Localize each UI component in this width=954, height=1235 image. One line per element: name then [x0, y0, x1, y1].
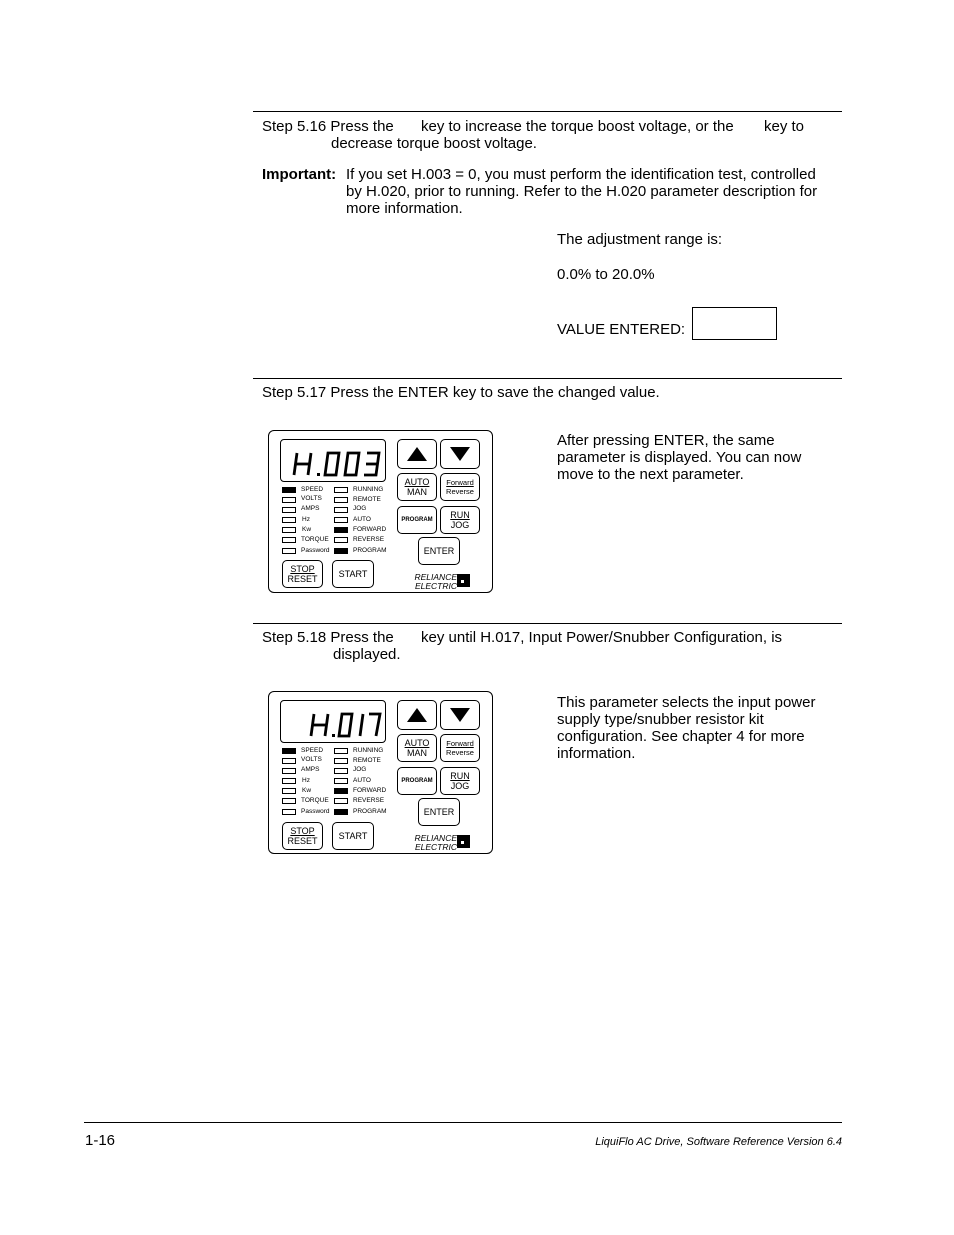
- led-label-hz: Hz: [302, 516, 310, 523]
- step-517-note-3: move to the next parameter.: [557, 466, 744, 483]
- led-amps: [282, 768, 296, 774]
- led-label-forward: FORWARD: [353, 787, 387, 794]
- led-label-speed: SPEED: [301, 747, 324, 754]
- step-518-note-4: information.: [557, 745, 636, 762]
- led-label-hz: Hz: [302, 777, 310, 784]
- important-label: Important:: [262, 166, 337, 183]
- led-display-1: [280, 439, 386, 482]
- program-button[interactable]: PROGRAM: [397, 506, 437, 534]
- auto-man-button[interactable]: AUTO MAN: [397, 734, 437, 762]
- reliance-logo-icon: [457, 574, 470, 587]
- led-remote: [334, 758, 348, 764]
- page-number: 1-16: [85, 1132, 116, 1149]
- down-arrow-icon: [449, 707, 471, 723]
- led-auto: [334, 517, 348, 523]
- down-arrow-button[interactable]: [440, 700, 480, 730]
- up-arrow-button[interactable]: [397, 439, 437, 469]
- up-arrow-icon: [406, 446, 428, 462]
- auto-man-button[interactable]: AUTO MAN: [397, 473, 437, 501]
- led-forward: [334, 788, 348, 794]
- step-518-note-2: supply type/snubber resistor kit: [557, 711, 764, 728]
- step-518-note-1: This parameter selects the input power: [557, 694, 816, 711]
- stop-reset-button[interactable]: STOP RESET: [282, 822, 323, 850]
- section-rule-518: [253, 623, 842, 624]
- led-label-program: PROGRAM: [353, 547, 387, 554]
- step-516-line1-a: Step 5.16 Press the: [262, 118, 394, 135]
- led-speed: [282, 748, 296, 754]
- enter-button[interactable]: ENTER: [418, 798, 460, 826]
- led-label-password: Password: [301, 808, 330, 815]
- start-button[interactable]: START: [332, 822, 374, 850]
- led-label-volts: VOLTS: [301, 495, 322, 502]
- step-517-text: Step 5.17 Press the ENTER key to save the changed value.: [262, 384, 660, 401]
- run-jog-button[interactable]: RUN JOG: [440, 506, 480, 534]
- led-reverse: [334, 537, 348, 543]
- important-line2: by H.020, prior to running. Refer to the H.020 parameter description for: [346, 183, 818, 200]
- led-speed: [282, 487, 296, 493]
- important-line3: more information.: [346, 200, 463, 217]
- value-entered-box[interactable]: [692, 307, 777, 340]
- important-line1: If you set H.003 = 0, you must perform the identification test, controlled: [346, 166, 816, 183]
- step-518-line2: displayed.: [333, 646, 401, 663]
- value-entered-label: VALUE ENTERED:: [557, 321, 686, 338]
- led-label-remote: REMOTE: [353, 496, 381, 503]
- step-516-line1-c: key to: [764, 118, 805, 135]
- step-516-line1-b: key to increase the torque boost voltage, or the: [421, 118, 734, 135]
- led-running: [334, 487, 348, 493]
- start-button[interactable]: START: [332, 560, 374, 588]
- keypad-panel-1: [268, 430, 493, 593]
- reliance-logo-text: RELIANCE ELECTRIC: [414, 833, 457, 852]
- led-amps: [282, 507, 296, 513]
- run-jog-button[interactable]: RUN JOG: [440, 767, 480, 795]
- led-display-2: [280, 700, 386, 743]
- step-517-note-2: parameter is displayed. You can now: [557, 449, 802, 466]
- led-running: [334, 748, 348, 754]
- led-forward: [334, 527, 348, 533]
- led-password: [282, 548, 296, 554]
- led-label-password: Password: [301, 547, 330, 554]
- down-arrow-button[interactable]: [440, 439, 480, 469]
- reliance-logo-text: RELIANCE ELECTRIC: [414, 572, 457, 591]
- step-516-line2: decrease torque boost voltage.: [331, 135, 537, 152]
- adjustment-range-label: The adjustment range is:: [557, 231, 723, 248]
- led-label-forward: FORWARD: [353, 526, 387, 533]
- led-label-kw: Kw: [302, 526, 312, 533]
- led-volts: [282, 758, 296, 764]
- led-label-reverse: REVERSE: [353, 797, 385, 804]
- led-reverse: [334, 798, 348, 804]
- led-label-jog: JOG: [353, 766, 367, 773]
- led-kw: [282, 527, 296, 533]
- reliance-logo-icon: [457, 835, 470, 848]
- up-arrow-icon: [406, 707, 428, 723]
- led-torque: [282, 537, 296, 543]
- document-title: LiquiFlo AC Drive, Software Reference Version 6.4: [595, 1136, 842, 1148]
- led-label-remote: REMOTE: [353, 757, 381, 764]
- section-rule-517: [253, 378, 842, 379]
- keypad-panel-2: [268, 691, 493, 854]
- led-label-auto: AUTO: [353, 777, 371, 784]
- led-label-speed: SPEED: [301, 486, 324, 493]
- forward-reverse-button[interactable]: Forward Reverse: [440, 734, 480, 762]
- led-hz: [282, 778, 296, 784]
- led-jog: [334, 507, 348, 513]
- step-517-note-1: After pressing ENTER, the same: [557, 432, 775, 449]
- led-kw: [282, 788, 296, 794]
- led-label-volts: VOLTS: [301, 756, 322, 763]
- down-arrow-icon: [449, 446, 471, 462]
- led-hz: [282, 517, 296, 523]
- enter-button[interactable]: ENTER: [418, 537, 460, 565]
- forward-reverse-button[interactable]: Forward Reverse: [440, 473, 480, 501]
- led-program: [334, 548, 348, 554]
- led-label-kw: Kw: [302, 787, 312, 794]
- led-label-torque: TORQUE: [301, 536, 329, 543]
- led-torque: [282, 798, 296, 804]
- led-label-amps: AMPS: [301, 766, 320, 773]
- up-arrow-button[interactable]: [397, 700, 437, 730]
- led-jog: [334, 768, 348, 774]
- step-518-line1-a: Step 5.18 Press the: [262, 629, 394, 646]
- display-digits-h017: [281, 701, 387, 744]
- led-label-running: RUNNING: [353, 747, 384, 754]
- led-label-jog: JOG: [353, 505, 367, 512]
- display-digits-h003: [281, 440, 387, 483]
- led-volts: [282, 497, 296, 503]
- led-label-running: RUNNING: [353, 486, 384, 493]
- footer-rule: [84, 1122, 842, 1123]
- led-label-torque: TORQUE: [301, 797, 329, 804]
- led-label-program: PROGRAM: [353, 808, 387, 815]
- led-label-reverse: REVERSE: [353, 536, 385, 543]
- led-label-amps: AMPS: [301, 505, 320, 512]
- led-program: [334, 809, 348, 815]
- led-auto: [334, 778, 348, 784]
- section-rule-top: [253, 111, 842, 112]
- led-label-auto: AUTO: [353, 516, 371, 523]
- stop-reset-button[interactable]: STOP RESET: [282, 560, 323, 588]
- adjustment-range-value: 0.0% to 20.0%: [557, 266, 655, 283]
- step-518-line1-b: key until H.017, Input Power/Snubber Configuration, is: [421, 629, 783, 646]
- step-518-note-3: configuration. See chapter 4 for more: [557, 728, 805, 745]
- led-remote: [334, 497, 348, 503]
- led-password: [282, 809, 296, 815]
- program-button[interactable]: PROGRAM: [397, 767, 437, 795]
